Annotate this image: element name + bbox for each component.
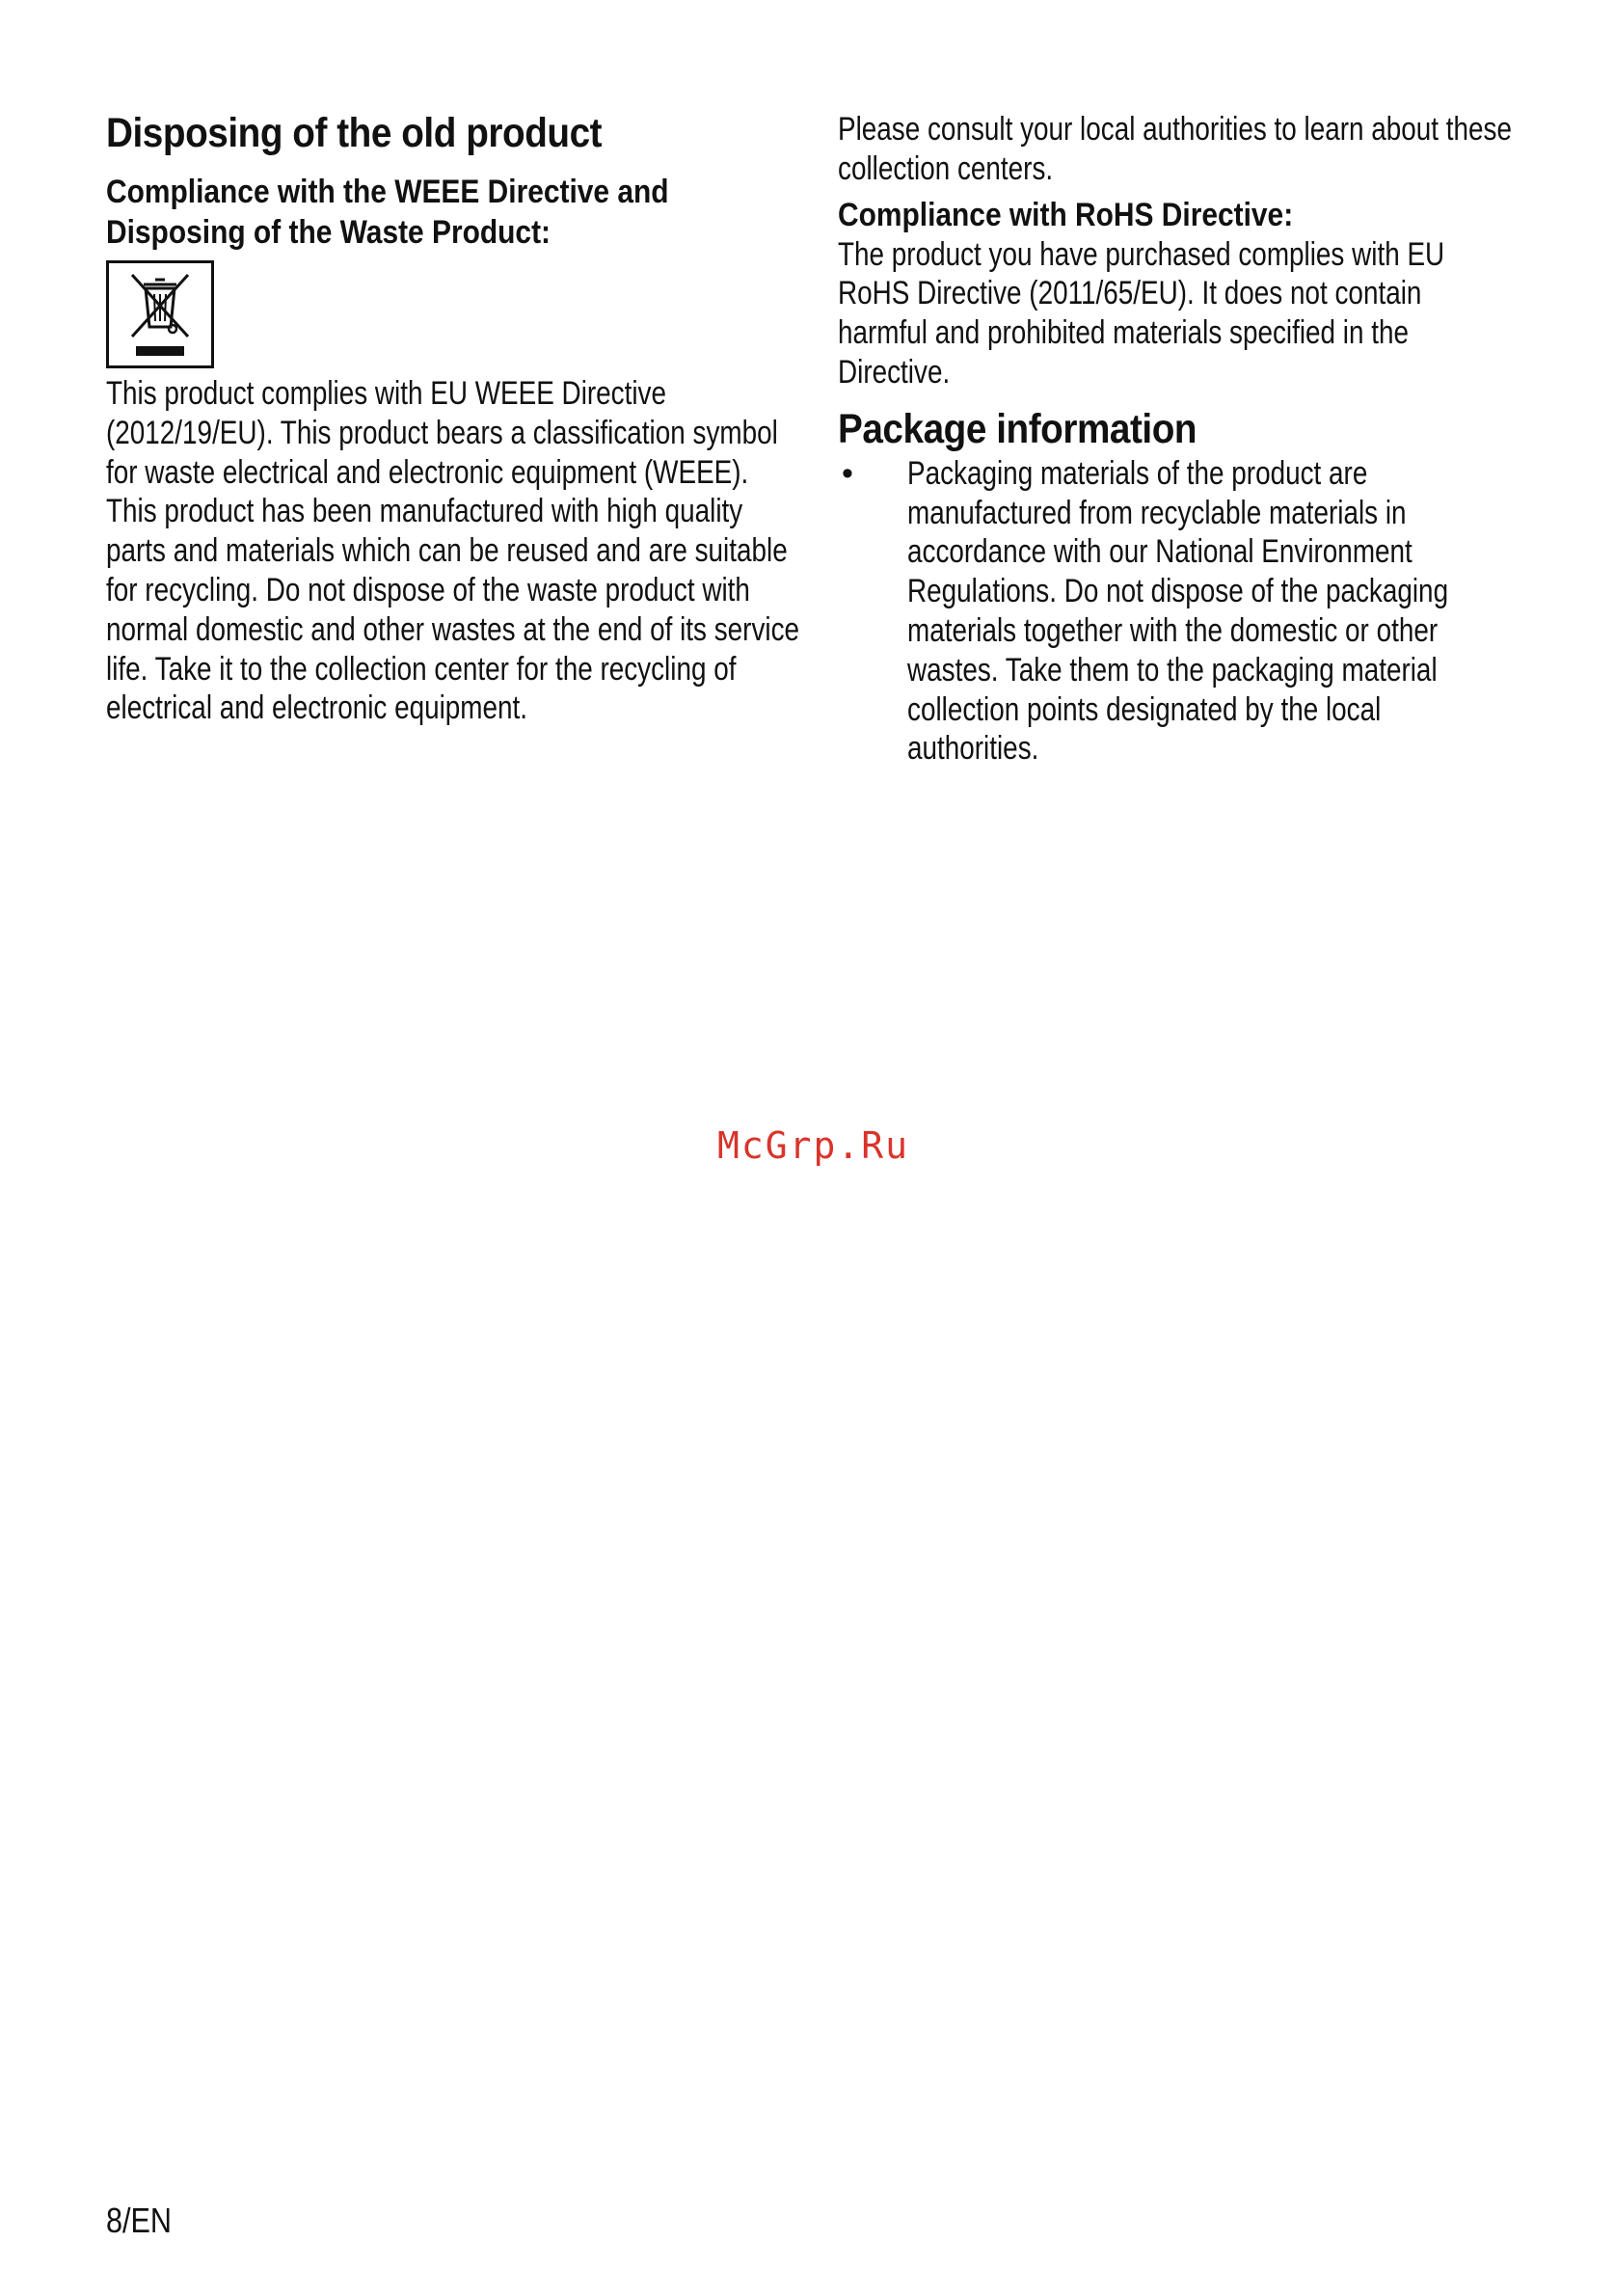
weee-heading-line2: Disposing of the Waste Product: [106, 214, 551, 251]
weee-heading-line1: Compliance with the WEEE Directive and [106, 174, 669, 210]
package-bullet-text: Packaging materials of the product are manufactured from recyclable materials in accordance with our National Environment Regulations. Do not dispose of the packaging materials together with the domestic or other wastes. Take them to the packaging material collection points designated by the local authorities. [907, 454, 1449, 768]
rohs-heading: Compliance with RoHS Directive: [838, 196, 1294, 233]
rohs-paragraph: The product you have purchased complies with EU RoHS Directive (2011/65/EU). It does not contain harmful and prohibited materials specified in the Directive. [838, 235, 1445, 391]
weee-compliance-paragraph: This product complies with EU WEEE Directive (2012/19/EU). This product bears a classification symbol for waste electrical and electronic equipment (WEEE). [106, 375, 778, 491]
section-title-package: Package information [838, 405, 1197, 452]
section-title-disposing: Disposing of the old product [106, 110, 603, 156]
watermark-text: McGrp.Ru [717, 1124, 910, 1167]
bullet-dot-icon: • [842, 454, 853, 492]
collection-centers-paragraph: Please consult your local authorities to learn about these collection centers. [838, 111, 1512, 187]
left-column [106, 108, 800, 728]
crossed-out-wheelie-bin-icon [106, 260, 214, 368]
package-bullet-item [838, 454, 1513, 769]
recycling-paragraph: This product has been manufactured with high quality parts and materials which can be reused and are suitable for recycling. Do not dispose of the waste product with normal domestic and other wastes at the end of its service life. Take it to the collection center for the recycling of electrical and electronic equipment. [106, 493, 800, 727]
right-column [838, 110, 1513, 769]
page-number: 8/EN [106, 2201, 173, 2240]
